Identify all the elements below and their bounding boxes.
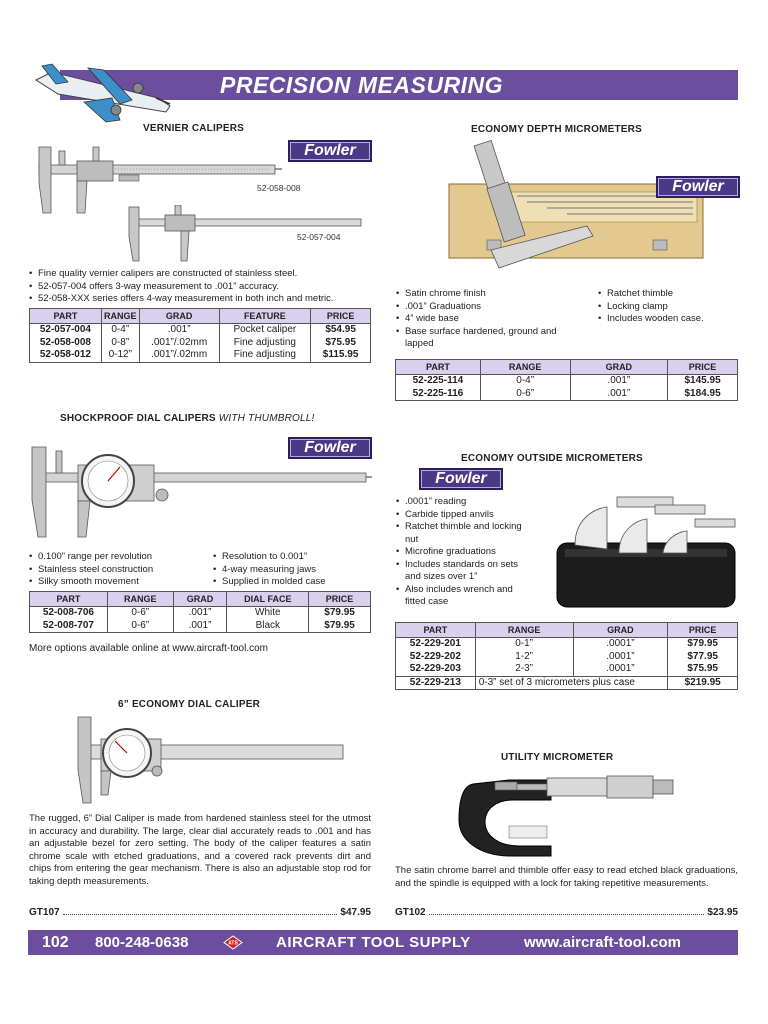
list-item: • Includes wooden case. xyxy=(598,313,738,326)
economy-dial-caliper-image xyxy=(75,715,347,805)
column-header: GRAD xyxy=(570,360,668,375)
dial-face-cell: White xyxy=(227,607,309,620)
part-number: 52-229-203 xyxy=(396,663,476,676)
range-cell: 0-12” xyxy=(101,349,139,362)
list-item: • 52-057-004 offers 3-way measurement to .001” accuracy. xyxy=(29,281,369,294)
ats-logo-text: ATS xyxy=(228,940,238,947)
grad-cell: .0001” xyxy=(573,663,668,676)
outside-mic-price-table xyxy=(395,622,738,690)
grad-cell: .001” xyxy=(570,388,668,401)
table-row xyxy=(396,663,738,676)
price-cell: $54.95 xyxy=(311,324,371,337)
range-cell: 0-4” xyxy=(480,375,570,388)
column-header: RANGE xyxy=(101,309,139,324)
list-item: • Silky smooth movement xyxy=(29,576,209,589)
part-number: 52-229-202 xyxy=(396,651,476,664)
range-cell: 0-6” xyxy=(107,620,173,633)
fowler-brand-logo: Fowler xyxy=(656,176,740,198)
column-header: PRICE xyxy=(311,309,371,324)
dial-face-cell: Black xyxy=(227,620,309,633)
part-number: 52-058-012 xyxy=(30,349,102,362)
utility-mic-description: The satin chrome barrel and thimble offer easy to read etched black graduations, and the spindle is equipped with a lock for taking repetitive measurements. xyxy=(395,865,738,889)
list-item: • Base surface hardened, ground and lapped xyxy=(396,326,576,351)
price-cell: $79.95 xyxy=(309,620,371,633)
page-footer xyxy=(28,930,738,955)
economy-dial-description: The rugged, 6” Dial Caliper is made from hardened stainless steel for the utmost in accuracy and durability. The large, clear dial accurately reads to .001 and has an adjustable bezel for zero setting. The body of the caliper features a satin chrome scale with etched graduations, and a covered rack prevents dirt and chips from entering the gear mechanism. There is also an adjustable stop rod for taking depth measurements. xyxy=(29,813,371,887)
outside-micrometer-set-image xyxy=(555,493,740,611)
column-header: RANGE xyxy=(475,623,573,638)
outside-mic-section-title: ECONOMY OUTSIDE MICROMETERS xyxy=(461,453,643,464)
grad-cell: .001” xyxy=(173,620,227,633)
utility-mic-price-line xyxy=(395,907,738,918)
price: $47.95 xyxy=(340,907,371,918)
table-row xyxy=(30,337,371,350)
part-number: 52-229-213 xyxy=(396,676,476,690)
column-header: RANGE xyxy=(480,360,570,375)
shockproof-title-suffix: WITH THUMBROLL! xyxy=(218,413,315,424)
shockproof-title-text: SHOCKPROOF DIAL CALIPERS xyxy=(60,413,216,424)
price-cell: $77.95 xyxy=(668,651,738,664)
column-header: DIAL FACE xyxy=(227,592,309,607)
part-number: GT107 xyxy=(29,907,60,918)
list-item: • 52-058-XXX series offers 4-way measurement in both inch and metric. xyxy=(29,293,369,306)
list-item: • .0001” reading xyxy=(396,496,526,509)
range-cell: 0-6” xyxy=(107,607,173,620)
column-header: GRAD xyxy=(139,309,219,324)
list-item: • Resolution to 0.001” xyxy=(213,551,373,564)
economy-dial-price-line xyxy=(29,907,371,918)
column-header: PART xyxy=(30,309,102,324)
price-cell: $184.95 xyxy=(668,388,738,401)
outside-mic-feature-list xyxy=(396,496,526,609)
part-number: 52-058-008 xyxy=(30,337,102,350)
grad-cell: .001” xyxy=(139,324,219,337)
economy-dial-section-title: 6” ECONOMY DIAL CALIPER xyxy=(118,699,261,710)
vernier-caption-bottom: 52-057-004 xyxy=(297,232,341,242)
table-row xyxy=(30,607,371,620)
more-options-note: More options available online at www.aircraft-tool.com xyxy=(29,643,268,654)
shockproof-features-right xyxy=(213,551,373,589)
list-item: • Microfine graduations xyxy=(396,546,526,559)
table-row xyxy=(396,676,738,690)
part-number: 52-057-004 xyxy=(30,324,102,337)
column-header: PART xyxy=(396,623,476,638)
table-header-row xyxy=(30,309,371,324)
shockproof-section-title xyxy=(60,413,315,424)
depth-micrometer-image xyxy=(447,140,705,280)
list-item: • Fine quality vernier calipers are constructed of stainless steel. xyxy=(29,268,369,281)
list-item: • Carbide tipped anvils xyxy=(396,509,526,522)
table-row xyxy=(396,375,738,388)
part-number: 52-008-707 xyxy=(30,620,108,633)
fowler-brand-logo: Fowler xyxy=(419,468,503,490)
depth-mic-features-right xyxy=(598,288,738,326)
airplane-icon xyxy=(28,58,176,124)
price: $23.95 xyxy=(707,907,738,918)
table-row xyxy=(30,349,371,362)
column-header: GRAD xyxy=(173,592,227,607)
table-header-row xyxy=(396,360,738,375)
list-item: • Ratchet thimble and locking nut xyxy=(396,521,526,546)
list-item: • 4-way measuring jaws xyxy=(213,564,373,577)
column-header: RANGE xyxy=(107,592,173,607)
range-cell: 0-4” xyxy=(101,324,139,337)
depth-mic-price-table xyxy=(395,359,738,401)
table-header-row xyxy=(396,623,738,638)
set-description-cell: 0-3” set of 3 micrometers plus case xyxy=(475,676,668,690)
depth-mic-section-title: ECONOMY DEPTH MICROMETERS xyxy=(471,124,642,135)
shockproof-dial-caliper-image xyxy=(28,445,373,540)
range-cell: 0-8” xyxy=(101,337,139,350)
utility-mic-section-title: UTILITY MICROMETER xyxy=(501,752,614,763)
part-number: GT102 xyxy=(395,907,426,918)
range-cell: 2-3” xyxy=(475,663,573,676)
depth-mic-features-left xyxy=(396,288,576,351)
vernier-price-table xyxy=(29,308,371,363)
website-link[interactable]: www.aircraft-tool.com xyxy=(524,934,681,951)
phone-number: 800-248-0638 xyxy=(95,934,189,951)
table-header-row xyxy=(30,592,371,607)
table-row xyxy=(396,651,738,664)
part-number: 52-225-114 xyxy=(396,375,481,388)
price-cell: $75.95 xyxy=(668,663,738,676)
list-item: • Locking clamp xyxy=(598,301,738,314)
list-item: • Satin chrome finish xyxy=(396,288,576,301)
column-header: PRICE xyxy=(668,360,738,375)
price-cell: $75.95 xyxy=(311,337,371,350)
price-cell: $79.95 xyxy=(668,638,738,651)
price-cell: $145.95 xyxy=(668,375,738,388)
grad-cell: .001”/.02mm xyxy=(139,337,219,350)
ats-logo-icon xyxy=(223,935,243,950)
list-item: • Ratchet thimble xyxy=(598,288,738,301)
fowler-brand-logo: Fowler xyxy=(288,140,372,162)
company-name: AIRCRAFT TOOL SUPPLY xyxy=(276,934,471,951)
shockproof-features-left xyxy=(29,551,209,589)
utility-micrometer-image xyxy=(455,770,680,858)
list-item: • Includes standards on sets and sizes over 1” xyxy=(396,559,526,584)
list-item: • Supplied in molded case xyxy=(213,576,373,589)
table-row xyxy=(30,620,371,633)
fowler-brand-logo: Fowler xyxy=(288,437,372,459)
dot-leader xyxy=(429,907,705,915)
list-item: • Also includes wrench and fitted case xyxy=(396,584,526,609)
vernier-caption-top: 52-058-008 xyxy=(257,183,301,193)
range-cell: 1-2” xyxy=(475,651,573,664)
grad-cell: .001” xyxy=(570,375,668,388)
grad-cell: .001” xyxy=(173,607,227,620)
part-number: 52-225-116 xyxy=(396,388,481,401)
grad-cell: .0001” xyxy=(573,638,668,651)
column-header: PRICE xyxy=(309,592,371,607)
vernier-section-title: VERNIER CALIPERS xyxy=(143,123,244,134)
grad-cell: .0001” xyxy=(573,651,668,664)
price-cell: $219.95 xyxy=(668,676,738,690)
column-header: GRAD xyxy=(573,623,668,638)
table-row xyxy=(396,388,738,401)
vernier-feature-list xyxy=(29,268,369,306)
price-cell: $79.95 xyxy=(309,607,371,620)
page-number: 102 xyxy=(42,934,69,951)
column-header: PRICE xyxy=(668,623,738,638)
range-cell: 0-6” xyxy=(480,388,570,401)
shockproof-price-table xyxy=(29,591,371,633)
part-number: 52-229-201 xyxy=(396,638,476,651)
column-header: PART xyxy=(30,592,108,607)
list-item: • 4” wide base xyxy=(396,313,576,326)
table-row xyxy=(30,324,371,337)
feature-cell: Pocket caliper xyxy=(219,324,311,337)
column-header: FEATURE xyxy=(219,309,311,324)
part-number: 52-008-706 xyxy=(30,607,108,620)
feature-cell: Fine adjusting xyxy=(219,349,311,362)
feature-cell: Fine adjusting xyxy=(219,337,311,350)
list-item: • Stainless steel construction xyxy=(29,564,209,577)
table-row xyxy=(396,638,738,651)
grad-cell: .001”/.02mm xyxy=(139,349,219,362)
column-header: PART xyxy=(396,360,481,375)
dot-leader xyxy=(63,907,338,915)
range-cell: 0-1” xyxy=(475,638,573,651)
list-item: • 0.100” range per revolution xyxy=(29,551,209,564)
page-title: PRECISION MEASURING xyxy=(220,72,503,98)
price-cell: $115.95 xyxy=(311,349,371,362)
list-item: • .001” Graduations xyxy=(396,301,576,314)
